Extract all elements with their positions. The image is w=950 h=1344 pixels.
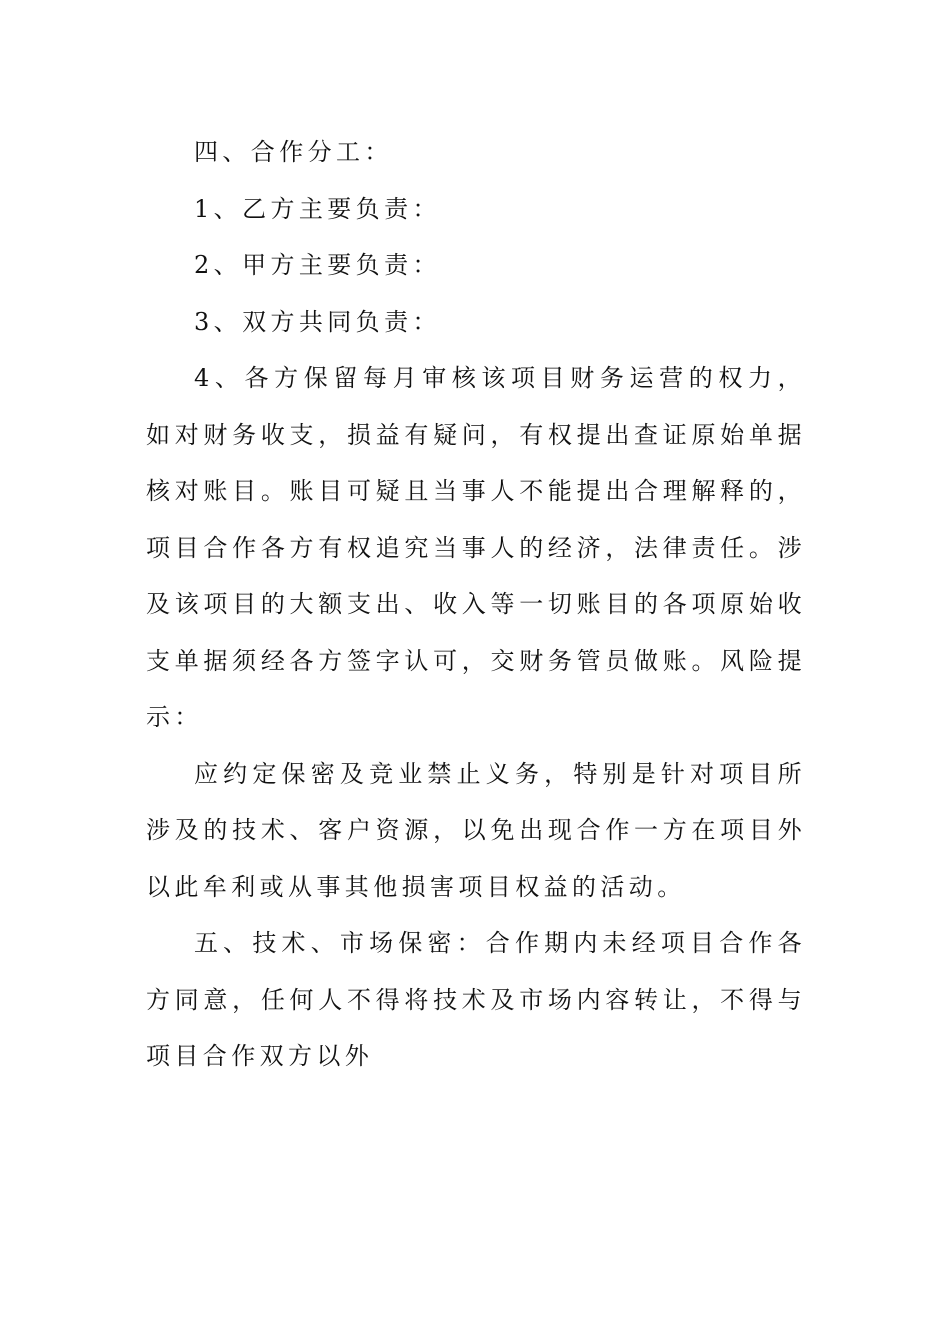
party-b-duties: 1、乙方主要负责： bbox=[194, 194, 441, 223]
joint-duties: 3、双方共同负责： bbox=[194, 307, 441, 336]
financial-audit-clause: 4、各方保留每月审核该项目财务运营的权力，如对财务收支，损益有疑问，有权提出查证原始单据核对账目。账目可疑且当事人不能提出合理解释的，项目合作各方有权追究当事人的经济，法律责任。涉及该项目的大额支出、收入等一切账目的各项原始收支单据须经各方签字认可，交财务管员做账。风险提示： bbox=[146, 364, 806, 731]
party-a-duties: 2、甲方主要负责： bbox=[194, 251, 441, 279]
document-body bbox=[146, 124, 806, 1085]
confidentiality-note: 应约定保密及竞业禁止义务，特别是针对项目所涉及的技术、客户资源，以免出现合作一方在项目外以此牟利或从事其他损害项目权益的活动。 bbox=[146, 759, 806, 901]
section-four-heading: 四、合作分工： bbox=[194, 138, 393, 166]
section-five-paragraph: 五、技术、市场保密：合作期内未经项目合作各方同意，任何人不得将技术及市场内容转让，不得与项目合作双方以外 bbox=[146, 929, 806, 1070]
